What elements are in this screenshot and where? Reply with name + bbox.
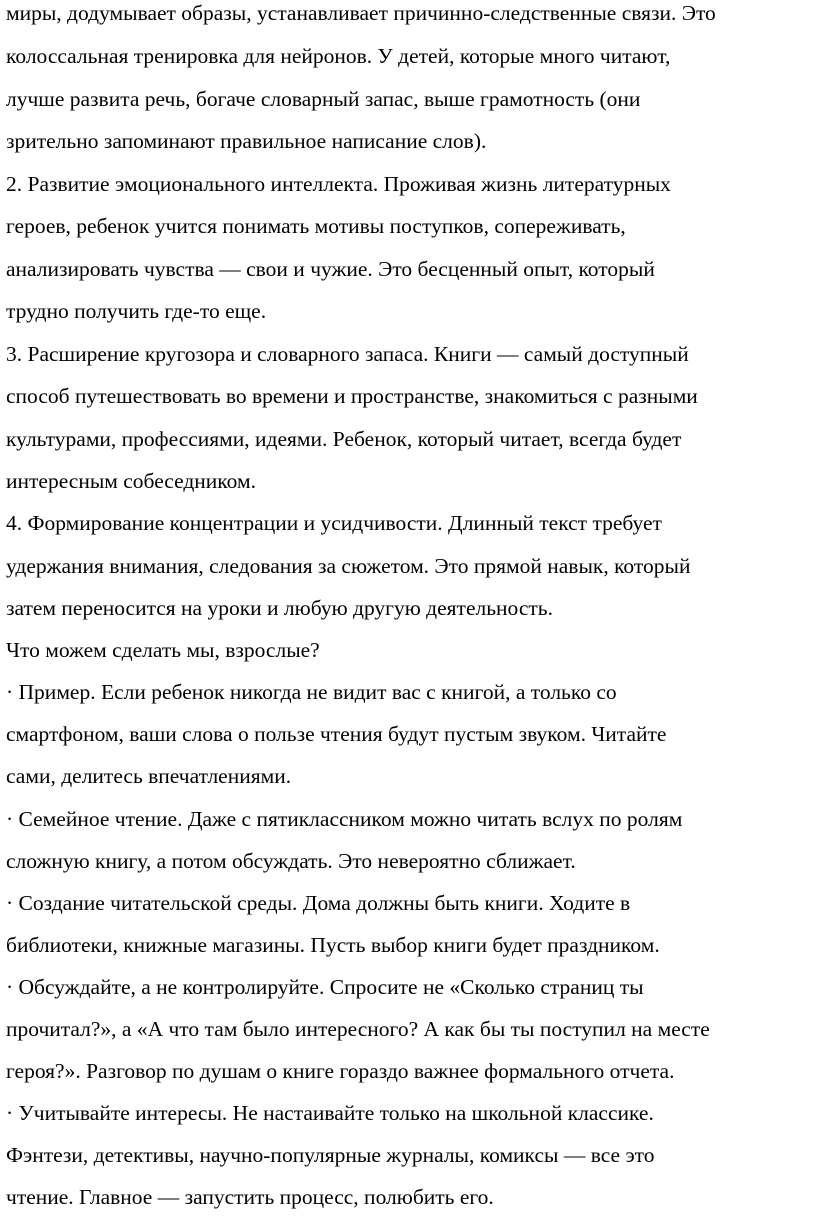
text-line: 4. Формирование концентрации и усидчивости. Длинный текст требует xyxy=(6,511,662,535)
text-line: 2. Развитие эмоционального интеллекта. Проживая жизнь литературных xyxy=(6,172,671,196)
text-line: библиотеки, книжные магазины. Пусть выбор книги будет праздником. xyxy=(6,933,660,957)
text-line: затем переносится на уроки и любую другую деятельность. xyxy=(6,596,553,620)
text-line: культурами, профессиями, идеями. Ребенок, который читает, всегда будет xyxy=(6,427,682,451)
text-line: · Учитывайте интересы. Не настаивайте только на школьной классике. xyxy=(6,1101,654,1125)
text-line: трудно получить где-то еще. xyxy=(6,299,267,323)
text-line: сами, делитесь впечатлениями. xyxy=(6,764,292,788)
text-line: лучше развита речь, богаче словарный запас, выше грамотность (они xyxy=(6,87,641,111)
text-line: · Семейное чтение. Даже с пятиклассником можно читать вслух по ролям xyxy=(6,807,683,831)
text-line: героев, ребенок учится понимать мотивы поступков, сопереживать, xyxy=(6,214,626,238)
text-line: колоссальная тренировка для нейронов. У детей, которые много читают, xyxy=(6,44,671,68)
text-line: чтение. Главное — запустить процесс, полюбить его. xyxy=(6,1185,494,1209)
text-line: интересным собеседником. xyxy=(6,469,256,493)
text-line: прочитал?», а «А что там было интересного? А как бы ты поступил на месте xyxy=(6,1017,710,1041)
text-line: 3. Расширение кругозора и словарного запаса. Книги — самый доступный xyxy=(6,342,689,366)
text-line: удержания внимания, следования за сюжетом. Это прямой навык, который xyxy=(6,554,691,578)
text-line: сложную книгу, а потом обсуждать. Это невероятно сближает. xyxy=(6,849,576,873)
text-line: миры, додумывает образы, устанавливает причинно-следственные связи. Это xyxy=(6,1,716,25)
text-line: Фэнтези, детективы, научно-популярные журналы, комиксы — все это xyxy=(6,1143,655,1167)
text-line: способ путешествовать во времени и пространстве, знакомиться с разными xyxy=(6,384,698,408)
text-line: смартфоном, ваши слова о пользе чтения будут пустым звуком. Читайте xyxy=(6,722,667,746)
text-line: Что можем сделать мы, взрослые? xyxy=(6,638,320,662)
text-line: · Обсуждайте, а не контролируйте. Спросите не «Сколько страниц ты xyxy=(6,975,644,999)
text-line: анализировать чувства — свои и чужие. Это бесценный опыт, который xyxy=(6,257,655,281)
text-line: · Пример. Если ребенок никогда не видит вас с книгой, а только со xyxy=(6,680,617,704)
text-line: зрительно запоминают правильное написание слов). xyxy=(6,129,487,153)
text-line: героя?». Разговор по душам о книге гораздо важнее формального отчета. xyxy=(6,1059,675,1083)
text-line: · Создание читательской среды. Дома должны быть книги. Ходите в xyxy=(6,891,631,915)
